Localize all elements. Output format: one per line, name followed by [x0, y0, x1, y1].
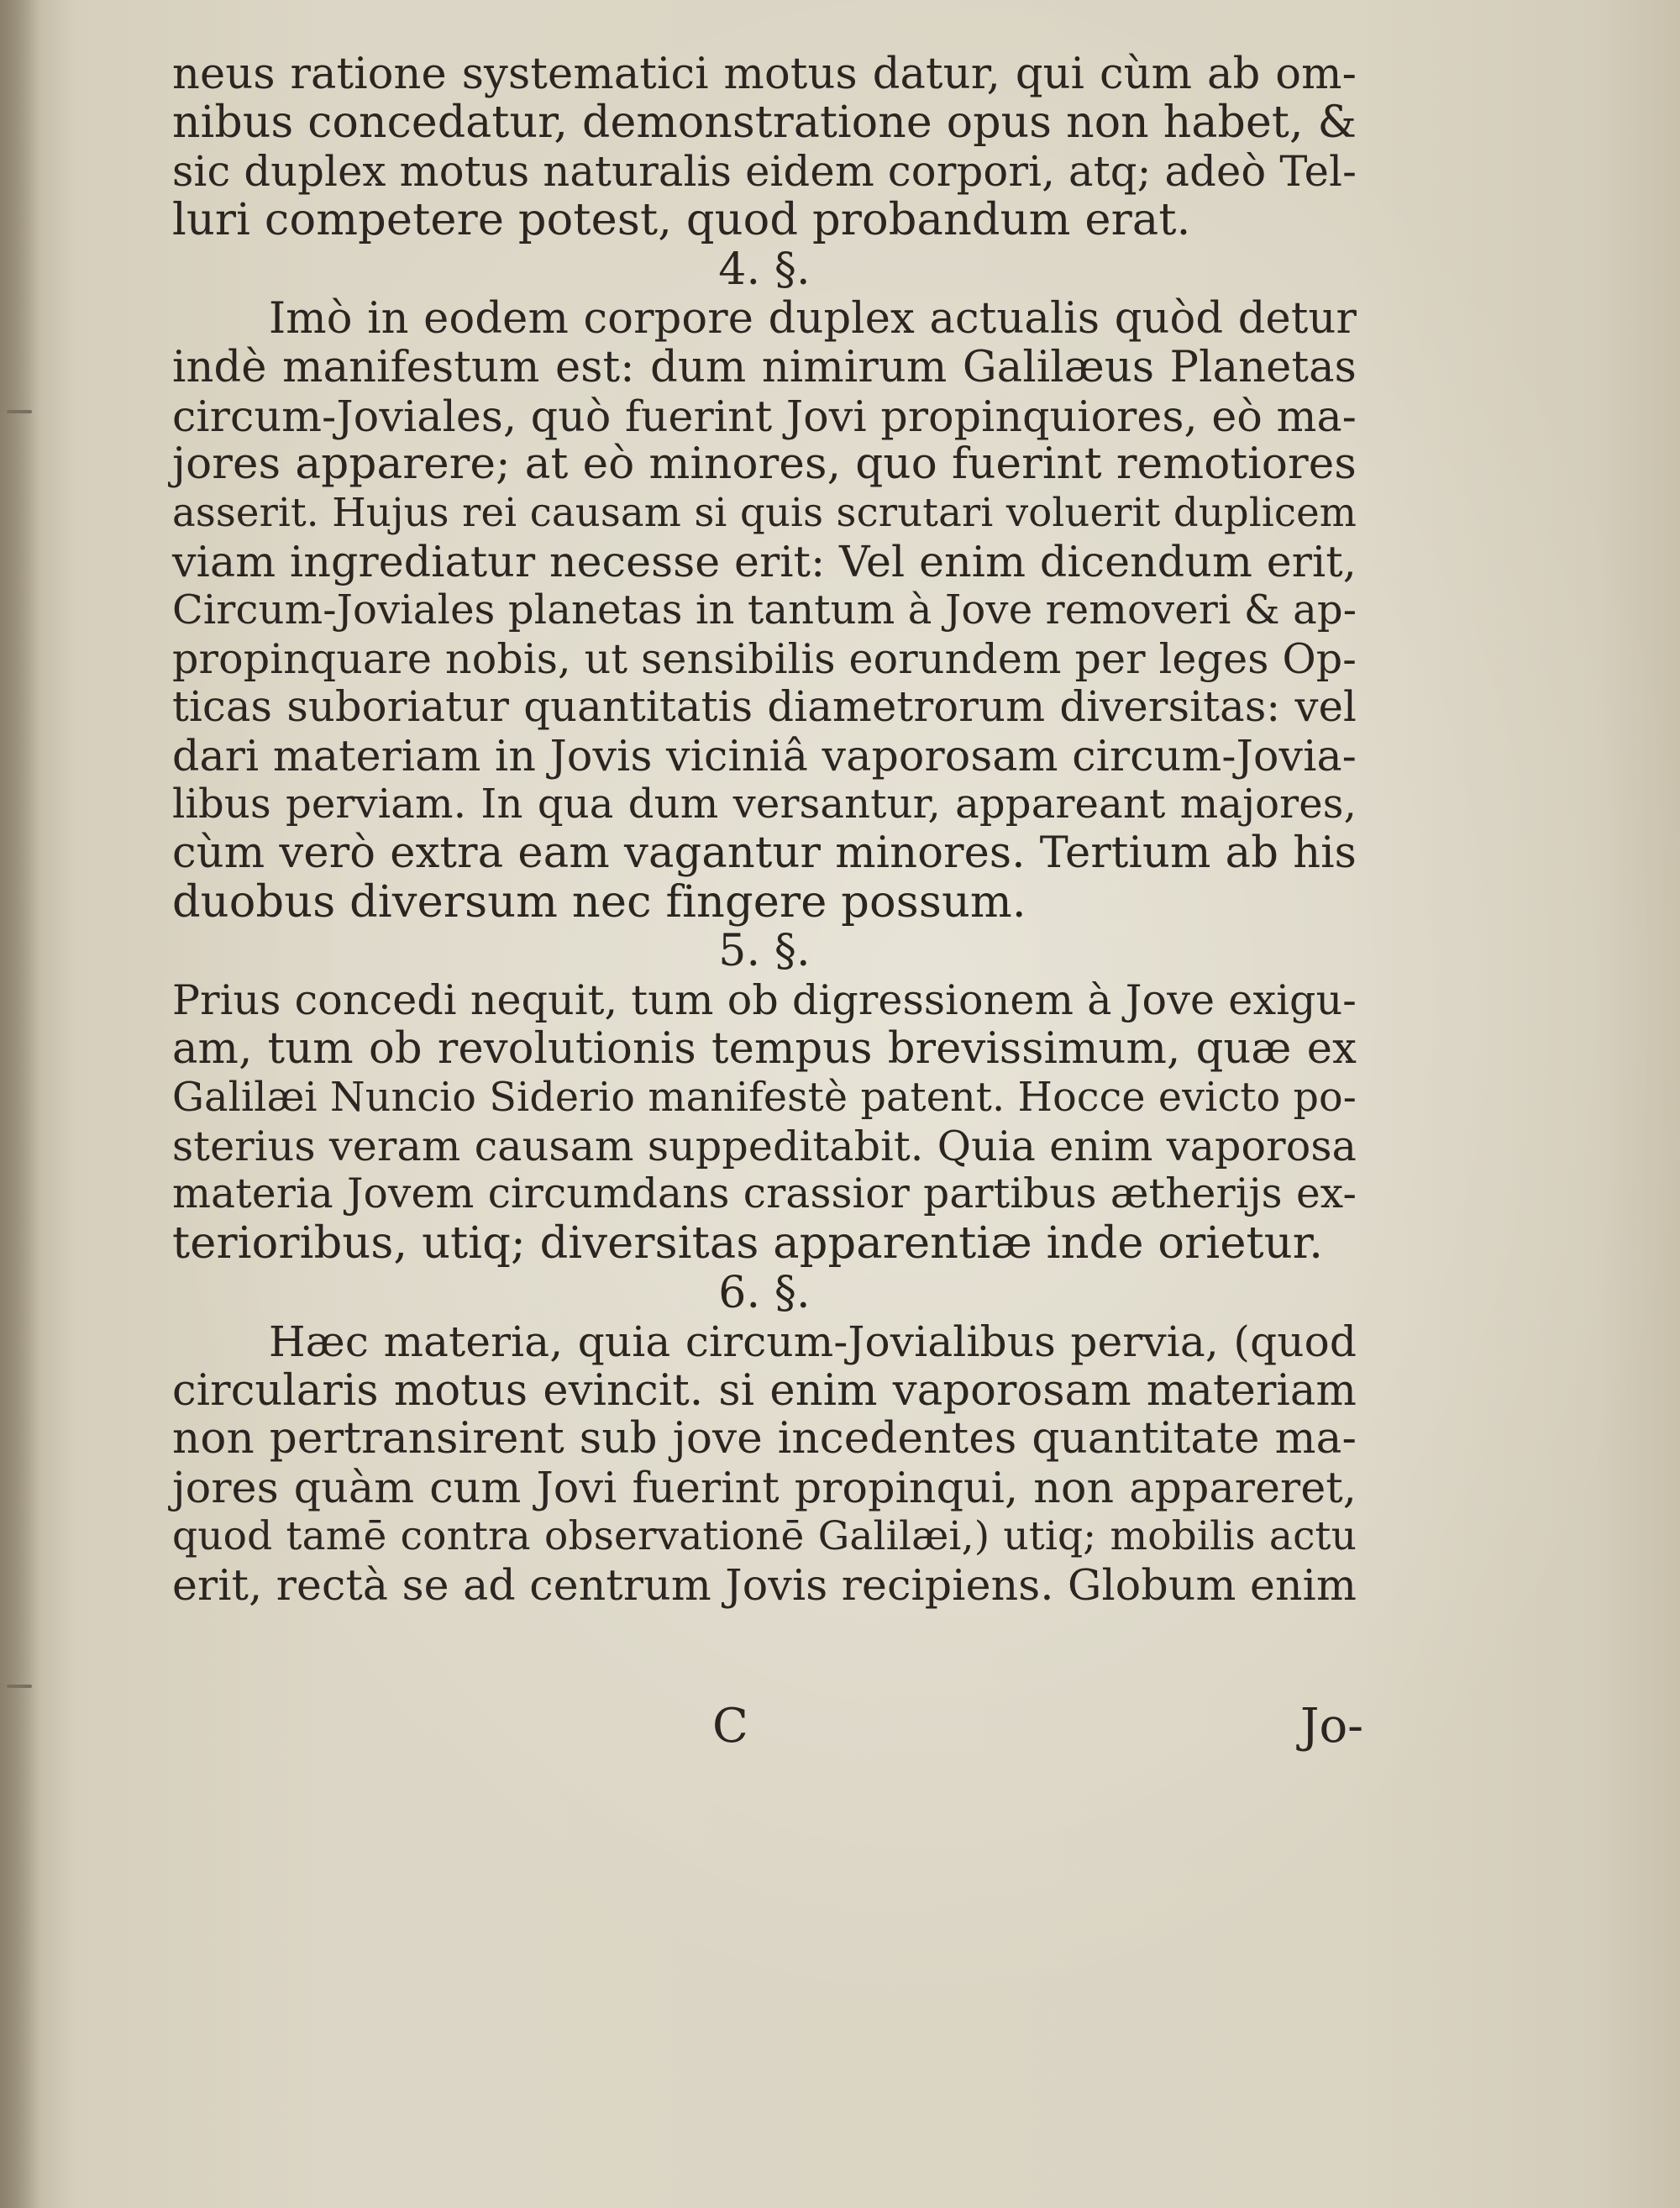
catchword: Jo- [1300, 1699, 1364, 1753]
text-line: viam ingrediatur necesse erit: Vel enim dicendum erit, [172, 536, 1357, 586]
text-line: neus ratione systematici motus datur, qui cùm ab om- [172, 50, 1357, 99]
page-text [172, 50, 1357, 1610]
text-line: erit, rectà se ad centrum Jovis recipiens. Globum enim [172, 1559, 1357, 1610]
text-line: duobus diversum nec fingere possum. [172, 875, 1026, 928]
text-line: asserit. Hujus rei causam si quis scrutari voluerit duplicem [172, 490, 1357, 536]
text-line: jores apparere; at eò minores, quo fuerint remotiores [172, 439, 1357, 490]
text-line: non pertransirent sub jove incedentes quantitate ma- [172, 1413, 1357, 1464]
text-line: Circum-Joviales planetas in tantum à Jove removeri & ap- [172, 586, 1357, 633]
section-number: 6. §. [718, 1267, 811, 1318]
text-line: cùm verò extra eam vagantur minores. Tertium ab his [172, 828, 1357, 878]
text-line: libus perviam. In qua dum versantur, appareant majores, [172, 780, 1357, 828]
margin-mark [7, 410, 32, 413]
text-line: indè manifestum est: dum nimirum Galilæus Planetas [172, 342, 1357, 392]
text-line: quod tamē contra observationē Galilæi,) utiq; mobilis actu [172, 1512, 1357, 1559]
text-line: jores quàm cum Jovi fuerint propinqui, non appareret, [172, 1463, 1357, 1513]
text-line: ticas suboriatur quantitatis diametrorum diversitas: vel [172, 682, 1357, 732]
section-number: 5. §. [718, 926, 811, 977]
text-line: sterius veram causam suppeditabit. Quia enim vaporosa [172, 1122, 1357, 1170]
section-number: 4. §. [718, 244, 811, 296]
text-line: luri competere potest, quod probandum erat. [172, 194, 1191, 246]
text-line: dari materiam in Jovis viciniâ vaporosam circum-Jovia- [172, 731, 1357, 781]
text-line: Hæc materia, quia circum-Jovialibus pervia, (quod [269, 1317, 1357, 1366]
margin-mark [7, 1685, 32, 1688]
text-line: Imò in eodem corpore duplex actualis quòd detur [269, 293, 1357, 344]
text-line: materia Jovem circumdans crassior partibus ætherijs ex- [172, 1170, 1357, 1218]
text-line: Galilæi Nuncio Siderio manifestè patent. Hocce evicto po- [172, 1074, 1357, 1121]
text-line: circularis motus evincit. si enim vaporosam materiam [172, 1365, 1357, 1416]
text-line: am, tum ob revolutionis tempus brevissimum, quæ ex [172, 1023, 1357, 1074]
text-line: sic duplex motus naturalis eidem corpori, atq; adeò Tel- [172, 146, 1357, 196]
text-line: terioribus, utiq; diversitas apparentiæ inde orietur. [172, 1217, 1324, 1270]
signature-mark: C [712, 1699, 748, 1753]
page-gutter-shadow [0, 0, 40, 2208]
text-line: nibus concedatur, demonstratione opus non habet, & [172, 97, 1357, 148]
text-line: propinquare nobis, ut sensibilis eorundem per leges Op- [172, 634, 1357, 683]
text-line: Prius concedi nequit, tum ob digressionem à Jove exigu- [172, 976, 1357, 1025]
text-line: circum-Joviales, quò fuerint Jovi propinquiores, eò ma- [172, 391, 1357, 441]
